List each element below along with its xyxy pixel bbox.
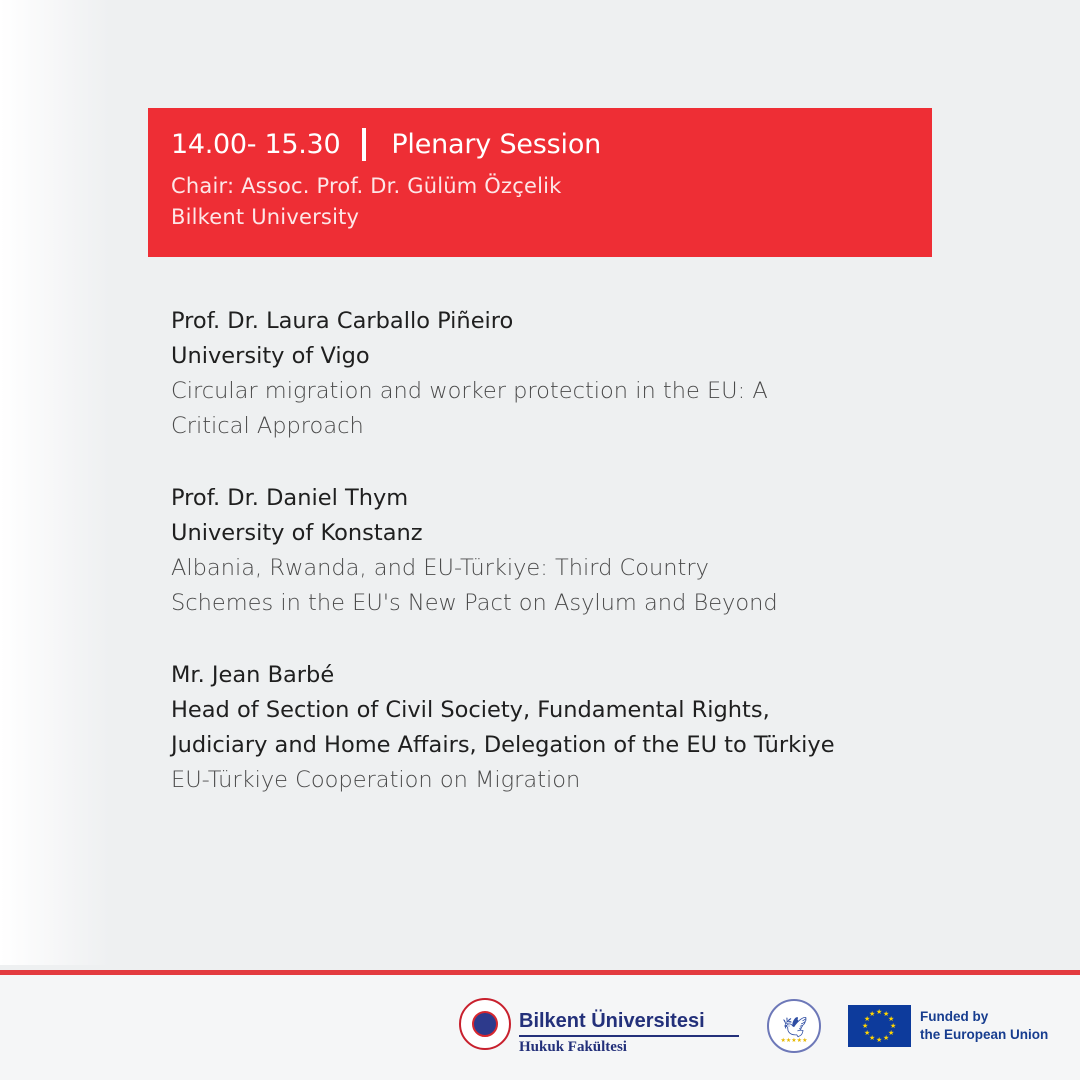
speaker-name: Mr. Jean Barbé: [171, 662, 335, 688]
session-header: [148, 108, 932, 257]
eu-funding-label: [920, 1008, 1048, 1044]
session-chair: Chair: Assoc. Prof. Dr. Gülüm Özçelik: [171, 174, 562, 198]
speaker-list: [171, 304, 931, 835]
speaker-name: Prof. Dr. Daniel Thym: [171, 485, 409, 511]
speaker-affiliation: Judiciary and Home Affairs, Delegation of the EU to Türkiye: [171, 732, 835, 758]
talk-title: EU-Türkiye Cooperation on Migration: [171, 767, 581, 793]
session-time: 14.00- 15.30: [171, 128, 341, 160]
background-highlight: [0, 0, 110, 965]
speaker-name: Prof. Dr. Laura Carballo Piñeiro: [171, 308, 514, 334]
talk-title: Critical Approach: [171, 413, 364, 439]
speaker-entry: [171, 481, 931, 621]
eu-funding-line2: the European Union: [920, 1027, 1049, 1042]
session-chair-affiliation: Bilkent University: [171, 205, 360, 229]
speaker-affiliation: Head of Section of Civil Society, Fundamental Rights,: [171, 697, 770, 723]
session-title: Plenary Session: [391, 128, 602, 160]
speaker-entry: [171, 658, 931, 798]
speaker-entry: [171, 304, 931, 444]
speaker-affiliation: University of Vigo: [171, 343, 370, 369]
faculty-name: Hukuk Fakültesi: [519, 1039, 627, 1055]
eu-flag-icon: ★ ★ ★ ★ ★ ★ ★ ★ ★ ★ ★ ★: [848, 1005, 911, 1047]
header-separator: [362, 128, 366, 161]
speaker-affiliation: University of Konstanz: [171, 520, 423, 546]
jean-monnet-chair-icon: 🕊 ★★★★★: [767, 999, 821, 1053]
talk-title: Schemes in the EU's New Pact on Asylum and Beyond: [171, 590, 778, 616]
bilkent-seal-icon: [459, 998, 511, 1050]
talk-title: Albania, Rwanda, and EU-Türkiye: Third Country: [171, 555, 709, 581]
logo-rule: [519, 1035, 739, 1037]
eu-funding-line1: Funded by: [920, 1009, 989, 1024]
talk-title: Circular migration and worker protection in the EU: A: [171, 378, 768, 404]
university-name: Bilkent Üniversitesi: [519, 1010, 705, 1032]
